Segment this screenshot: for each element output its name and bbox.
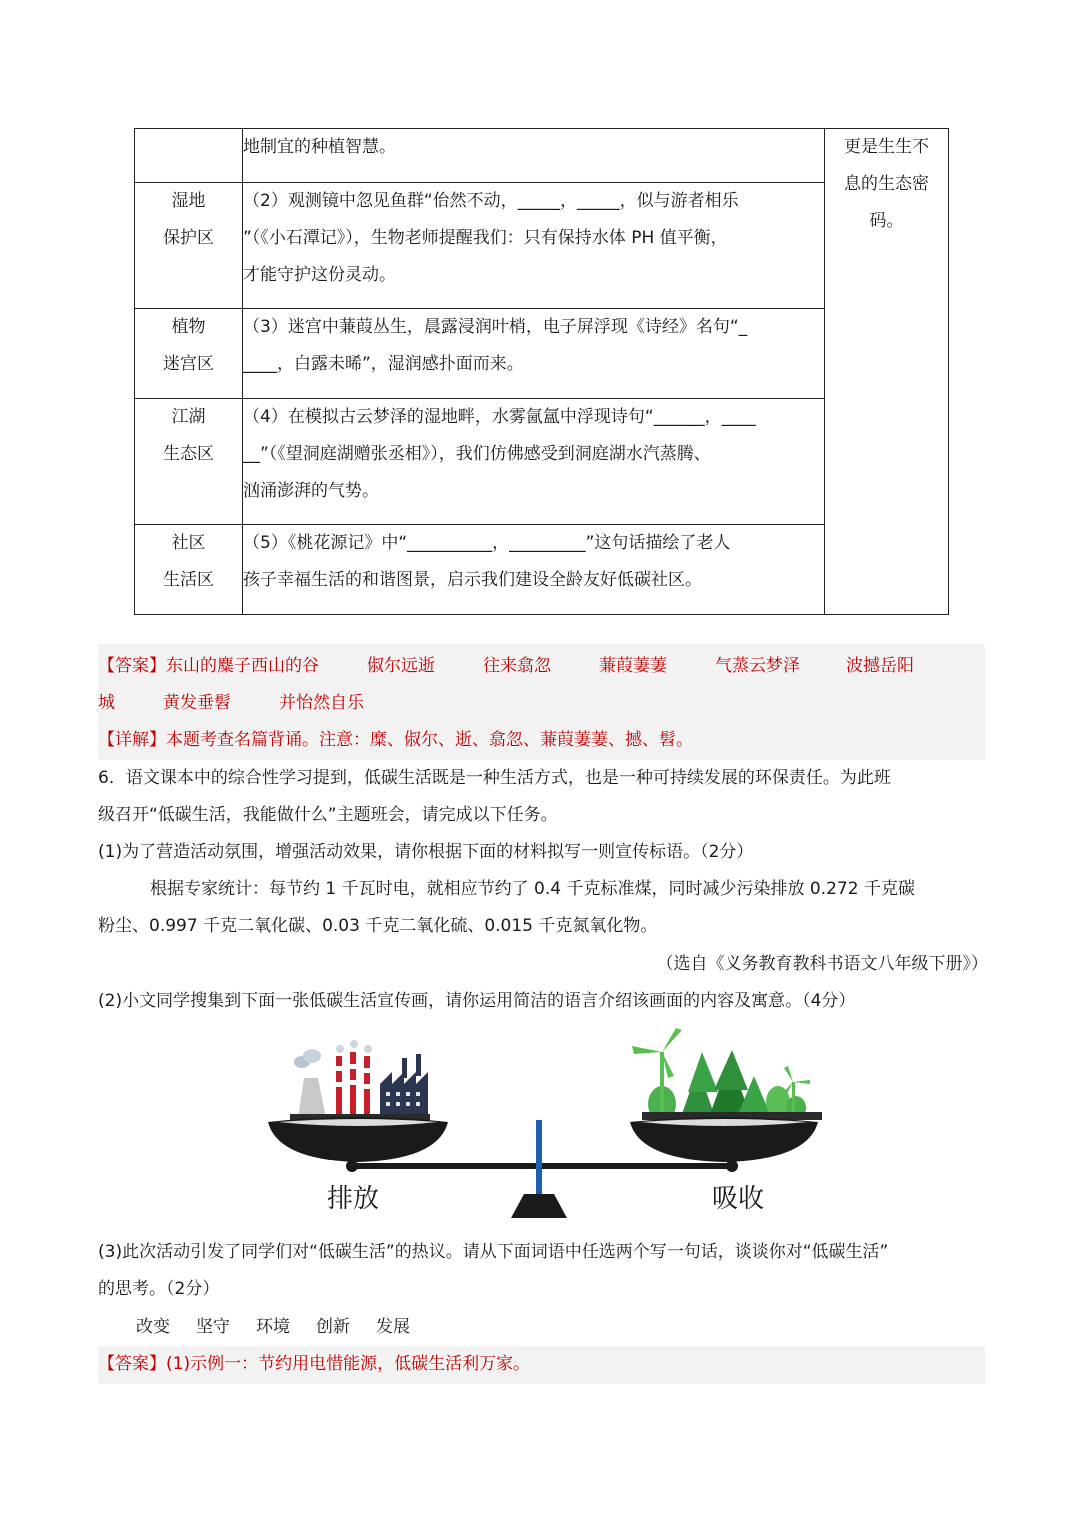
- answer-label: 【答案】: [98, 1354, 166, 1374]
- answer5-line1: [98, 651, 988, 676]
- zone-cell: [135, 309, 243, 399]
- side-line: 息的生态密: [844, 174, 929, 194]
- row-text: （5）《桃花源记》中“__________，_________”这句话描绘了老人: [243, 533, 731, 553]
- row-text: 才能守护这份灵动。: [243, 265, 396, 285]
- answer-label: 【答案】: [98, 656, 166, 676]
- content-cell: [243, 525, 825, 615]
- row-text: 孩子幸福生活的和谐图景，启示我们建设全龄友好低碳社区。: [243, 570, 702, 590]
- stand-base: [511, 1194, 567, 1218]
- content-cell: [243, 129, 825, 183]
- row-text: （3）迷宫中蒹葭丛生，晨露浸润叶梢，电子屏浮现《诗经》名句“_: [243, 317, 748, 337]
- q6-task3: (3)此次活动引发了同学们对“低碳生活”的热议。请从下面词语中任选两个写一句话，谈谈你对“低碳生活”: [98, 1242, 889, 1262]
- side-line: 码。: [869, 211, 904, 231]
- zone-name: 生活区: [163, 570, 214, 590]
- zone-name: 保护区: [163, 228, 214, 248]
- answer-item: 往来翕忽: [483, 656, 551, 676]
- answer5-line2: [98, 688, 988, 713]
- side-cell: [825, 129, 949, 615]
- explain-text: 本题考查名篇背诵。注意：糜、俶尔、逝、翕忽、蒹葭萋萋、撼、髫。: [166, 730, 693, 750]
- word-item: 改变: [136, 1317, 170, 1337]
- q6-task3: 的思考。（2分）: [98, 1279, 220, 1299]
- zone-name: 湿地: [171, 191, 206, 211]
- q6-material: 粉尘、0.997 千克二氧化碳、0.03 千克二氧化硫、0.015 千克氮氧化物。: [98, 916, 658, 936]
- zone-name: 植物: [171, 317, 206, 337]
- row-text: 汹涌澎湃的气势。: [243, 481, 379, 501]
- zone-table: [134, 128, 949, 615]
- answer-item: 气蒸云梦泽: [715, 656, 800, 676]
- explain5-line: [98, 725, 988, 750]
- q6-intro: 级召开“低碳生活，我能做什么”主题班会，请完成以下任务。: [98, 805, 558, 825]
- content-cell: [243, 399, 825, 525]
- pivot-post: [536, 1120, 542, 1196]
- answer-item: 黄发垂髫: [163, 693, 231, 713]
- content-cell: [243, 183, 825, 309]
- q6-task1: (1)为了营造活动氛围，增强活动效果，请你根据下面的材料拟写一则宣传标语。（2分）: [98, 842, 754, 862]
- zone-name: 迷宫区: [163, 354, 214, 374]
- q6-intro: 6．语文课本中的综合性学习提到，低碳生活既是一种生活方式，也是一种可持续发展的环保责任。为此班: [98, 768, 891, 788]
- answer-item: 蒹葭萋萋: [599, 656, 667, 676]
- absorption-label: 吸收: [712, 1184, 765, 1214]
- zone-name: 江湖: [171, 407, 206, 427]
- answer-item: 东山的麋子西山的谷: [166, 656, 319, 676]
- explain-label: 【详解】: [98, 730, 166, 750]
- answer-item: 城: [98, 693, 115, 713]
- word-list: [136, 1312, 736, 1337]
- forest-icon: [632, 1028, 822, 1122]
- word-item: 创新: [316, 1317, 350, 1337]
- zone-cell: [135, 399, 243, 525]
- row-text: ”（《小石潭记》），生物老师提醒我们：只有保持水体 PH 值平衡，: [243, 228, 728, 248]
- zone-cell: [135, 129, 243, 183]
- answer6-line: [98, 1349, 988, 1374]
- word-item: 坚守: [196, 1317, 230, 1337]
- zone-name: 生态区: [163, 444, 214, 464]
- content-cell: [243, 309, 825, 399]
- word-item: 发展: [376, 1317, 410, 1337]
- row-text: 地制宜的种植智慧。: [243, 137, 396, 157]
- zone-cell: [135, 525, 243, 615]
- q6-task2: (2)小文同学搜集到下面一张低碳生活宣传画，请你运用简洁的语言介绍该画面的内容及寓意。（4分）: [98, 991, 856, 1011]
- word-item: 环境: [256, 1317, 290, 1337]
- answer-item: 俶尔远逝: [367, 656, 435, 676]
- row-text: ____，白露未晞”，湿润感扑面而来。: [243, 354, 524, 374]
- row-text: __”（《望洞庭湖赠张丞相》），我们仿佛感受到洞庭湖水汽蒸腾、: [243, 444, 711, 464]
- answer-text: (1)示例一：节约用电惜能源，低碳生活利万家。: [166, 1354, 531, 1374]
- answer-item: 并怡然自乐: [279, 693, 364, 713]
- table-row: [135, 129, 949, 183]
- zone-name: 社区: [171, 533, 206, 553]
- zone-cell: [135, 183, 243, 309]
- row-text: （4）在模拟古云梦泽的湿地畔，水雾氤氲中浮现诗句“______，____: [243, 407, 756, 427]
- q6-source: （选自《义务教育教科书语文八年级下册》）: [656, 954, 988, 974]
- q6-material: 根据专家统计：每节约 1 千瓦时电，就相应节约了 0.4 千克标准煤，同时减少污染排放 0.272 千克碳: [150, 879, 915, 899]
- factory-icon: [290, 1040, 430, 1122]
- row-text: （2）观测镜中忽见鱼群“佁然不动，_____，_____，似与游者相乐: [243, 191, 739, 211]
- answer-item: 波撼岳阳: [846, 656, 914, 676]
- side-line: 更是生生不: [844, 137, 929, 157]
- emission-label: 排放: [327, 1184, 380, 1214]
